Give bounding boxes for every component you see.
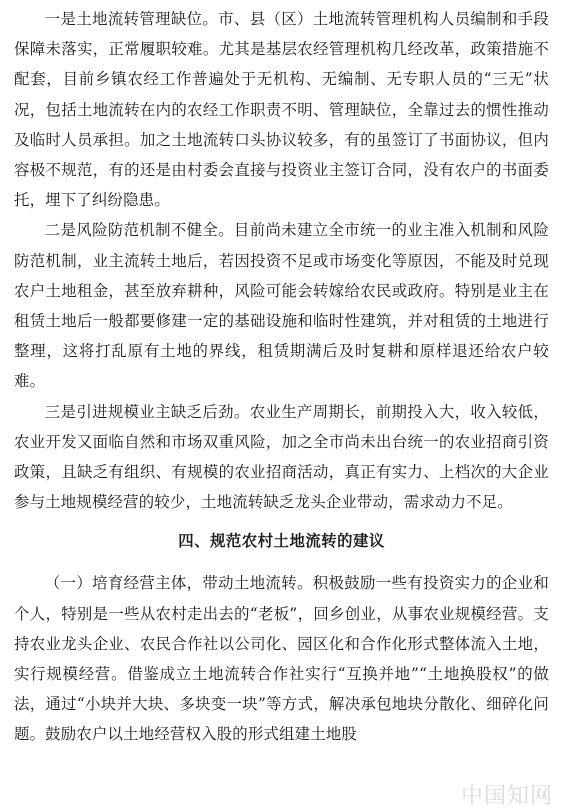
watermark-logo: 中国知网 [460,784,553,809]
paragraph-cultivate-operators: （一）培育经营主体，带动土地流转。积极鼓励一些有投资实力的企业和个人，特别是一些从农村走出去的“老板”，回乡创业，从事农业规模经营。支持农业龙头企业、农民合作社以公司化、园区化和合作化形式整体流入土地，实行规模经营。借鉴成立土地流转合作社实行“互换并地”“土地换股权”的做法，通过“小块并大块、多块变一块”等方式，解决承包地块分散化、细碎化问题。鼓励农户以土地经营权入股的形式组建土地股 [14,574,549,744]
section-heading: 四、规范农村土地流转的建议 [178,532,385,551]
paragraph-risk-prevention: 二是风险防范机制不健全。目前尚未建立全市统一的业主准入机制和风险防范机制，业主流转土地后，若因投资不足或市场变化等原因，不能及时兑现农户土地租金，甚至放弃耕种，风险可能会转嫁给农民或政府。特别是业主在租赁土地后一般都要修建一定的基础设施和临时性建筑，并对租赁的土地进行整理，这将打乱原有土地的界线，租赁期满后及时复耕和原样退还给农户较难。 [14,221,549,391]
paragraph-land-transfer-management: 一是土地流转管理缺位。市、县（区）土地流转管理机构人员编制和手段保障未落实，正常履职较难。尤其是基层农经管理机构几经改革，政策措施不配套，目前乡镇农经工作普遍处于无机构、无编制、无专职人员的“三无”状况，包括土地流转在内的农经工作职责不明、管理缺位，全靠过去的惯性推动及临时人员承担。加之土地流转口头协议较多，有的虽签订了书面协议，但内容极不规范，有的还是由村委会直接与投资业主签订合同，没有农户的书面委托，埋下了纠纷隐患。 [14,10,549,210]
paragraph-large-scale-investors: 三是引进规模业主缺乏后劲。农业生产周期长，前期投入大，收入较低，农业开发又面临自然和市场双重风险，加之全市尚未出台统一的农业招商引资政策，且缺乏有组织、有规模的农业招商活动，真正有实力、上档次的大企业参与土地规模经营的较少，土地流转缺乏龙头企业带动，需求动力不足。 [14,402,549,512]
